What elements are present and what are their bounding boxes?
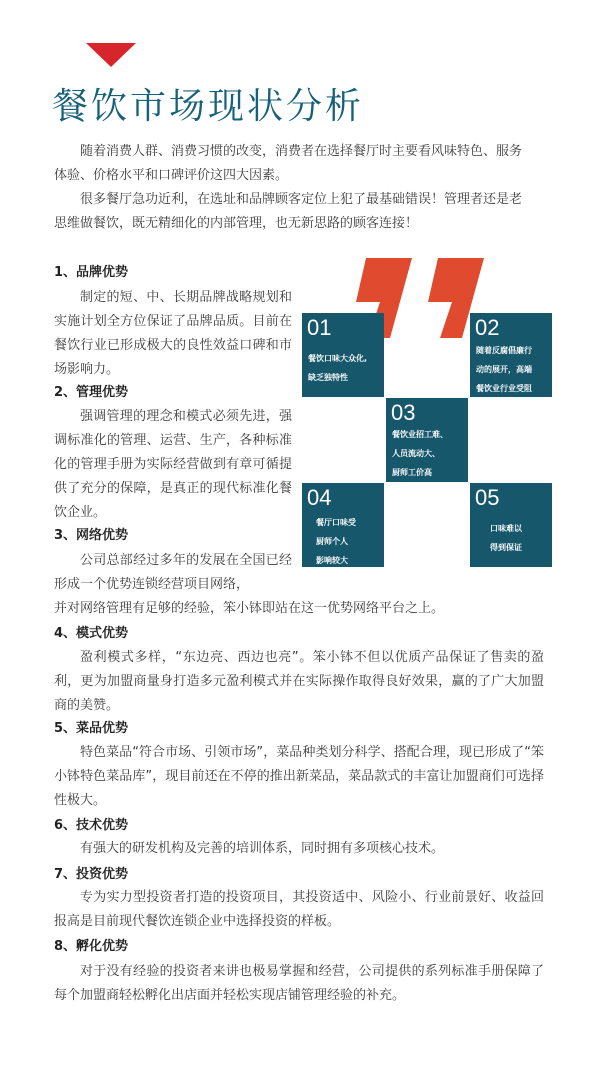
market-problems-graphic (302, 258, 552, 568)
page-title: 餐饮市场现状分析 (52, 86, 365, 127)
tile-number: 05 (475, 485, 500, 510)
tile-number: 03 (391, 400, 416, 425)
tile-text: 动的展开，高端 (476, 365, 532, 374)
problem-tile-02 (470, 313, 552, 397)
tile-text: 影响较大 (316, 556, 348, 565)
tile-text: 口味难以 (490, 524, 522, 533)
section-heading-management: 2、管理优势 (54, 385, 129, 400)
problem-tile-05 (470, 483, 552, 567)
tile-number: 04 (307, 485, 332, 510)
section-body-technology: 有强大的研发机构及完善的培训体系，同时拥有多项核心技术。 (80, 841, 445, 856)
section-heading-network: 3、网络优势 (54, 528, 129, 543)
problem-tile-04 (302, 483, 384, 567)
intro-paragraph-2: 很多餐厅急功近利，在选址和品牌顾客定位上犯了最基础错误！管理者还是老思维做餐饮，既无精细化的内部管理，也无新思路的顾客连接！ (54, 192, 523, 231)
section-body-model: 盈利模式多样，“东边亮、西边也亮”。笨小钵不但以优质产品保证了售卖的盈利，更为加盟商量身打造多元盈利模式并在实际操作取得良好效果，赢的了广大加盟商的美赞。 (54, 650, 544, 713)
tile-text: 餐饮业招工难、 (392, 430, 448, 439)
tile-number: 02 (475, 315, 500, 340)
section-body-management: 强调管理的理念和模式必须先进，强调标准化的管理、运营、生产，各种标准化的管理手册为实际经营做到有章可循提供了充分的保障，是真正的现代标准化餐饮企业。 (54, 409, 292, 520)
section-body-network-b: 并对网络管理有足够的经验，笨小钵即站在这一优势网络平台之上。 (54, 601, 445, 616)
tile-text: 厨师个人 (316, 537, 348, 546)
tile-number: 01 (307, 315, 332, 340)
section-heading-brand: 1、品牌优势 (54, 265, 129, 280)
tile-text: 缺乏独特性 (308, 373, 348, 382)
tile-text: 得到保证 (490, 543, 522, 552)
section-heading-technology: 6、技术优势 (54, 818, 129, 833)
tile-text: 餐饮业行业受阻 (476, 384, 532, 393)
section-heading-investment: 7、投资优势 (54, 867, 129, 882)
section-heading-model: 4、模式优势 (54, 626, 129, 641)
section-heading-dishes: 5、菜品优势 (54, 721, 129, 736)
red-triangle-decoration (86, 43, 136, 67)
tile-text: 餐厅口味受 (316, 518, 356, 527)
section-heading-incubation: 8、孵化优势 (54, 939, 129, 954)
section-body-investment: 专为实力型投资者打造的投资项目，其投资适中、风险小、行业前景好、收益回报高是目前现代餐饮连锁企业中选择投资的样板。 (54, 890, 544, 929)
problem-tile-01 (302, 313, 384, 397)
intro-paragraph-1: 随着消费人群、消费习惯的改变，消费者在选择餐厅时主要看风味特色、服务体验、价格水平和口碑评价这四大因素。 (54, 144, 523, 183)
problem-tile-03 (386, 398, 468, 482)
tile-text: 随着反腐倡廉行 (476, 346, 532, 355)
section-body-dishes: 特色菜品“符合市场、引领市场”，菜品种类划分科学、搭配合理，现已形成了“笨小钵特色菜品库”，现目前还在不停的推出新菜品，菜品款式的丰富让加盟商们可选择性极大。 (54, 745, 544, 808)
tile-text: 餐饮口味大众化, (308, 354, 368, 363)
section-body-network-a: 公司总部经过多年的发展在全国已经形成一个优势连锁经营项目网络， (54, 553, 292, 592)
tile-text: 厨师工价高 (392, 468, 432, 477)
section-body-brand: 制定的短、中、长期品牌战略规划和实施计划全方位保证了品牌品质。目前在餐饮行业已形成极大的良性效益口碑和市场影响力。 (54, 290, 292, 377)
tile-text: 人员流动大、 (392, 449, 440, 458)
section-body-incubation: 对于没有经验的投资者来讲也极易掌握和经营，公司提供的系列标准手册保障了每个加盟商轻松孵化出店面并轻松实现店铺管理经验的补充。 (54, 964, 544, 1003)
